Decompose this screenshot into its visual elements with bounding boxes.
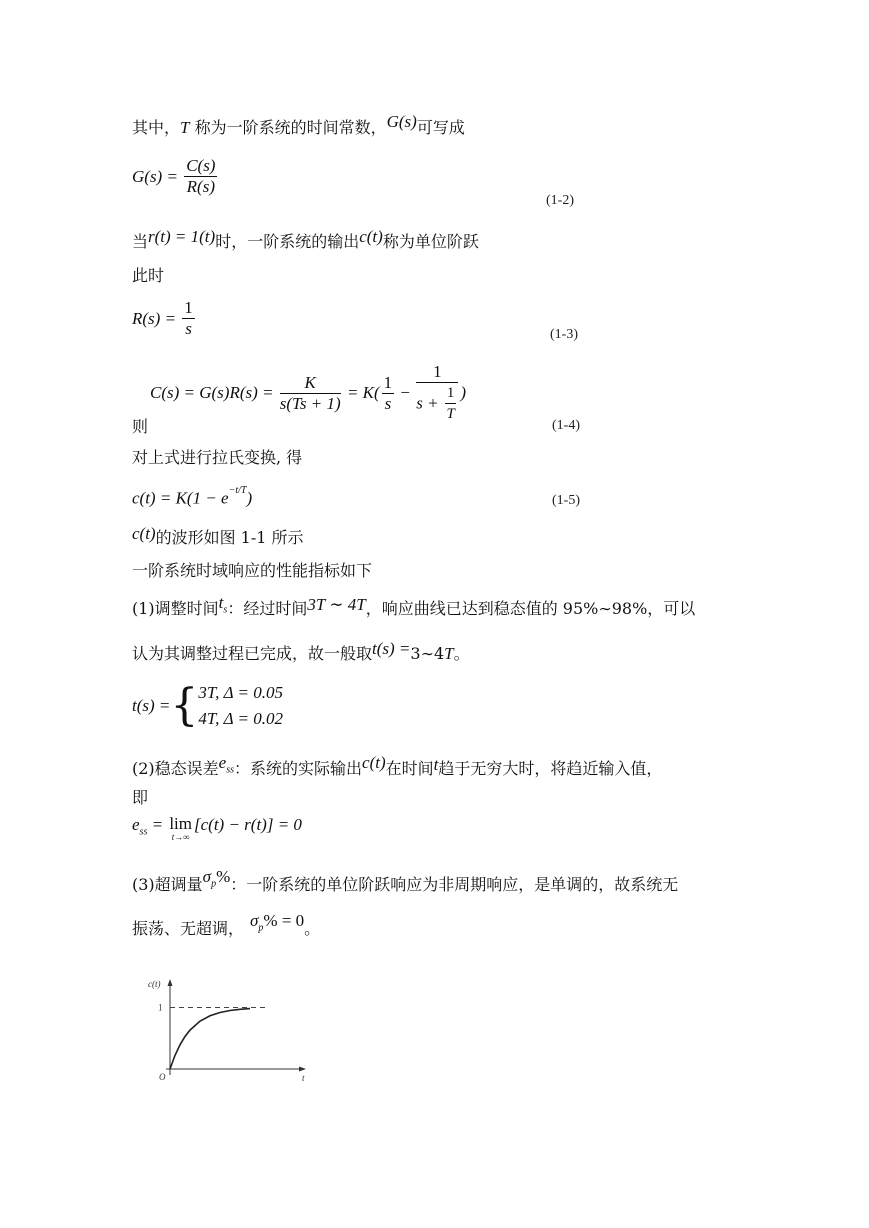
eq-1-4-fraction-3	[416, 362, 458, 424]
eq-1-4-num-3: 1	[416, 362, 458, 383]
laplace-line: 对上式进行拉氏变换, 得	[132, 448, 303, 467]
case-1: 3T, Δ = 0.05	[198, 683, 283, 702]
settling-range: 3T ∼ 4T	[307, 595, 366, 614]
eq-1-3-denominator: s	[185, 319, 192, 338]
eq-1-4-den-1: s(Ts + 1)	[279, 393, 341, 413]
item-1-line-1	[132, 593, 696, 627]
item-1-text-2: ：经过时间	[227, 599, 308, 618]
y-tick-label-1: 1	[158, 1002, 163, 1013]
item-1-line-2-value: 3∼4	[410, 644, 445, 663]
ess-eq: =	[147, 815, 164, 834]
left-brace: {	[170, 680, 199, 731]
response-curve	[170, 1009, 250, 1069]
settling-time-symbol	[218, 593, 228, 616]
eq-1-4-prefix: 则	[132, 417, 149, 436]
eq-1-4-den-3	[416, 383, 458, 424]
item-1-line-2-var: t(s) =	[372, 639, 411, 658]
cases-body	[198, 680, 283, 732]
item-3-line-2-text: 振荡、无超调，	[132, 919, 245, 938]
item-2-text-1: (2)稳态误差	[132, 759, 219, 778]
eq-1-4-den-3-a: s +	[416, 393, 439, 413]
case-2: 4T, Δ = 0.02	[198, 709, 283, 728]
equation-label-1-2: (1-2)	[546, 193, 574, 208]
intro-text-3: 可写成	[416, 118, 465, 137]
item-1-line-2-T: T	[444, 644, 454, 663]
step-text-1: 当	[132, 232, 149, 251]
ess-sub: ss	[139, 826, 148, 838]
steady-error-symbol	[218, 753, 235, 776]
step-text-3: 称为单位阶跃	[382, 232, 479, 251]
item-1-text-1: (1)调整时间	[132, 599, 219, 618]
eq-1-4-inner-num: 1	[445, 383, 457, 404]
item-3-line-1	[132, 867, 679, 903]
sigma-var: σ	[202, 867, 212, 886]
overshoot-symbol	[202, 867, 231, 890]
eq-1-4-close: )	[460, 383, 467, 402]
equation-label-1-4: (1-4)	[552, 418, 580, 433]
item-3-line-2-end: 。	[304, 919, 321, 938]
equation-label-1-5: (1-5)	[552, 493, 580, 508]
origin-label: O	[159, 1072, 166, 1082]
x-axis-arrow	[299, 1067, 306, 1072]
transfer-function-symbol: G(s)	[386, 112, 417, 131]
item-2-text-4: 趋于无穷大时，将趋近输入值，	[438, 759, 663, 778]
eq-1-2-numerator: C(s)	[186, 156, 216, 175]
waveform-text: 的波形如图 1-1 所示	[155, 528, 304, 547]
eq-1-5-close: )	[246, 488, 253, 508]
steady-error-var: e	[218, 753, 227, 772]
settling-time-sub: s	[223, 604, 228, 616]
item-2-output-symbol: c(t)	[362, 753, 386, 772]
equation-label-1-3: (1-3)	[550, 327, 578, 342]
intro-text-1: 其中，	[132, 118, 181, 137]
item-2-line-1	[132, 753, 663, 787]
overshoot-eq: % = 0	[263, 911, 305, 930]
item-2-line-2: 即	[132, 788, 149, 807]
item-1-text-3: ，响应曲线已达到稳态值的 95%∼98%，可以	[365, 599, 696, 618]
steady-error-equation	[132, 814, 302, 843]
waveform-line	[132, 524, 304, 549]
lim-subscript: t→∞	[171, 832, 190, 843]
equation-1-2	[132, 156, 219, 197]
eq-1-5-lhs: c(t) = K(1 − e	[132, 488, 229, 508]
steady-error-sub: ss	[226, 764, 235, 776]
eq-1-4-fraction-2	[382, 373, 395, 414]
item-3-line-2	[132, 911, 321, 947]
y-axis-label: c(t)	[148, 979, 161, 989]
eq-1-4-num-2: 1	[383, 372, 393, 392]
eq-1-4-num-1: K	[280, 373, 341, 394]
eq-1-4-mid: = K(	[346, 383, 380, 402]
time-constant-symbol: T	[180, 118, 190, 137]
equation-1-5	[132, 484, 252, 510]
performance-line: 一阶系统时域响应的性能指标如下	[132, 561, 373, 580]
sigma-sub: p	[211, 878, 217, 890]
step-input-line	[132, 227, 479, 253]
cases-lhs: t(s) =	[132, 696, 171, 715]
equation-1-3	[132, 298, 197, 339]
intro-line	[132, 112, 465, 139]
output-symbol: c(t)	[359, 227, 383, 246]
eq-1-2-fraction	[184, 156, 217, 197]
item-2-time-symbol: t	[433, 755, 439, 774]
settling-time-var: t	[218, 593, 224, 612]
settling-time-cases	[132, 680, 283, 732]
eq-1-3-fraction	[182, 298, 195, 339]
item-1-line-2-end: 。	[453, 644, 470, 663]
then-line: 此时	[132, 266, 165, 285]
eq-1-2-lhs: G(s) =	[132, 166, 178, 186]
y-axis-arrow	[168, 979, 173, 986]
overshoot-zero	[250, 911, 305, 934]
eq-1-4-lhs: C(s) = G(s)R(s) =	[150, 383, 274, 402]
eq-1-4-inner-fraction	[445, 383, 457, 424]
eq-1-3-numerator: 1	[184, 298, 193, 317]
sigma-sub-2: p	[258, 922, 264, 934]
equation-1-4	[150, 362, 466, 424]
eq-1-2-denominator: R(s)	[186, 177, 215, 196]
item-1-line-2-text: 认为其调整过程已完成，故一般取	[132, 644, 373, 663]
ess-body: [c(t) − r(t)] = 0	[194, 814, 302, 834]
waveform-symbol: c(t)	[132, 524, 156, 543]
step-condition: r(t) = 1(t)	[148, 227, 216, 246]
eq-1-4-inner-den: T	[446, 406, 455, 422]
sigma-percent: %	[216, 867, 231, 886]
eq-1-4-den-2: s	[384, 393, 392, 413]
eq-1-5-exponent: −t/T	[228, 485, 247, 496]
eq-1-4-fraction-1	[280, 373, 341, 414]
x-axis-label: t	[302, 1073, 305, 1083]
step-text-2: 时，一阶系统的输出	[215, 232, 360, 251]
eq-1-3-lhs: R(s) =	[132, 308, 177, 328]
eq-1-4-minus: −	[400, 383, 411, 402]
item-1-line-2	[132, 639, 470, 665]
item-2-text-3: 在时间	[385, 759, 434, 778]
limit-operator	[169, 815, 192, 842]
lim-text: lim	[169, 814, 192, 834]
sigma-var-2: σ	[250, 911, 259, 930]
item-3-text-1: (3)超调量	[132, 875, 203, 894]
item-3-text-2: ：一阶系统的单位阶跃响应为非周期响应，是单调的，故系统无	[230, 875, 679, 894]
ess-e: e	[132, 815, 140, 834]
item-2-text-2: ：系统的实际输出	[234, 759, 363, 778]
intro-text-2: 称为一阶系统的时间常数，	[194, 118, 387, 137]
step-response-chart	[140, 976, 310, 1091]
